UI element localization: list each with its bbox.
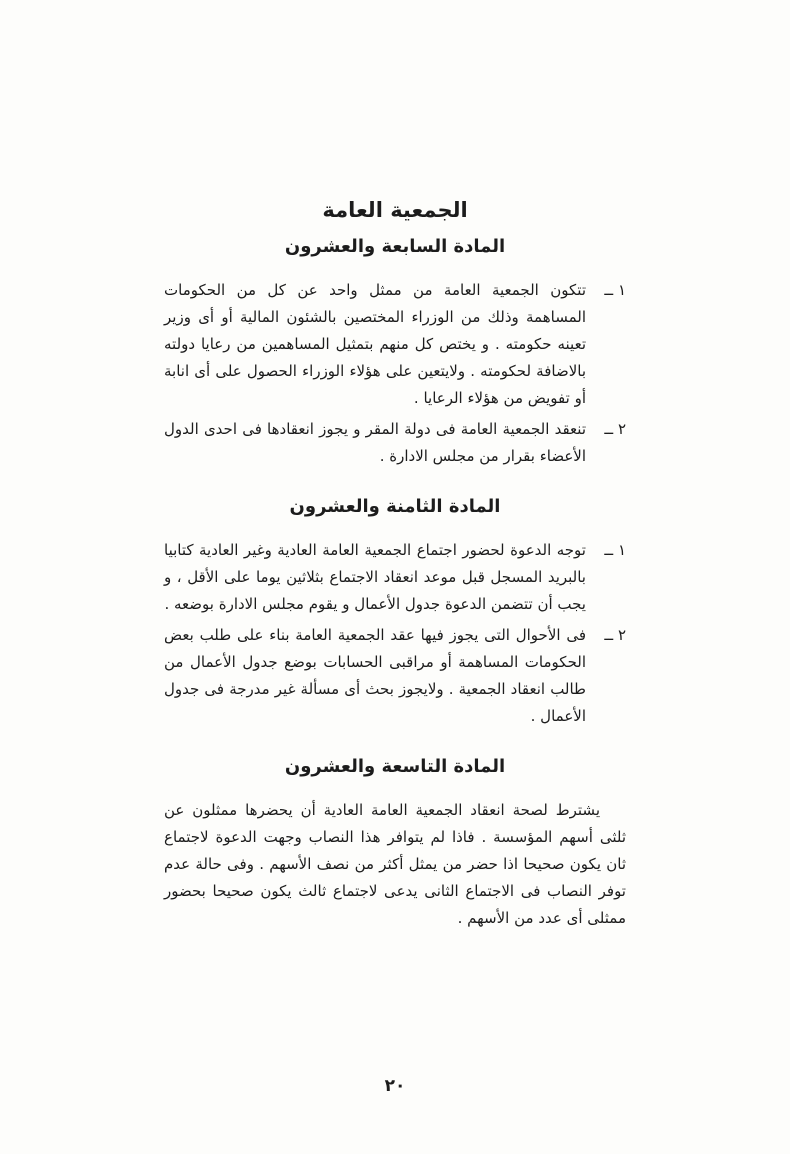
page-title: الجمعية العامة xyxy=(322,198,468,222)
item-number: ١ ــ xyxy=(604,281,626,299)
item-text: توجه الدعوة لحضور اجتماع الجمعية العامة العادية وغير العادية كتابيا بالبريد المسجل قبل موعد انعقاد الاجتماع بثلاثين يوما على الأقل ، و يجب أن تتضمن الدعوة جدول الأعمال و يقوم مجلس الادارة بوضعه . xyxy=(164,541,586,613)
document-content xyxy=(164,0,626,932)
item-text: تتكون الجمعية العامة من ممثل واحد عن كل من الحكومات المساهمة وذلك من الوزراء المختصين بالشئون المالية أو أى وزير تعينه حكومته . و يختص كل منهم بتمثيل المساهمين من رعايا دولته بالاضافة لحكومته . ولايتعين على هؤلاء الوزراء الحصول على أى انابة أو تفويض من هؤلاء الرعايا . xyxy=(164,281,586,407)
item-text: تنعقد الجمعية العامة فى دولة المقر و يجوز انعقادها فى احدى الدول الأعضاء بقرار من مجلس الادارة . xyxy=(164,420,586,465)
article-27-heading: المادة السابعة والعشرون xyxy=(284,236,506,257)
article-29-heading: المادة التاسعة والعشرون xyxy=(284,756,506,777)
item-number: ٢ ــ xyxy=(604,626,626,644)
item-number: ١ ــ xyxy=(604,541,626,559)
article-27-item-1 xyxy=(164,277,626,412)
item-text: فى الأحوال التى يجوز فيها عقد الجمعية العامة بناء على طلب بعض الحكومات المساهمة أو مراقبى الحسابات بوضع جدول الأعمال من طالب انعقاد الجمعية . ولايجوز بحث أى مسألة غير مدرجة فى جدول الأعمال . xyxy=(164,626,586,725)
article-28 xyxy=(164,496,626,730)
page-number: ٢٠ xyxy=(384,1076,406,1096)
article-29-paragraph: يشترط لصحة انعقاد الجمعية العامة العادية أن يحضرها ممثلون عن ثلثى أسهم المؤسسة . فاذا لم يتوافر هذا النصاب وجهت الدعوة لاجتماع ثان يكون صحيحا اذا حضر من يمثل أكثر من نصف الأسهم . وفى حالة عدم توفر النصاب فى الاجتماع الثانى يدعى لاجتماع ثالث يكون صحيحا بحضور ممثلى أى عدد من الأسهم . xyxy=(164,801,626,927)
item-number: ٢ ــ xyxy=(604,420,626,438)
article-27 xyxy=(164,236,626,470)
article-28-item-2 xyxy=(164,622,626,730)
article-28-heading: المادة الثامنة والعشرون xyxy=(289,496,501,517)
article-28-item-1 xyxy=(164,537,626,618)
article-29 xyxy=(164,756,626,932)
article-27-item-2 xyxy=(164,416,626,470)
